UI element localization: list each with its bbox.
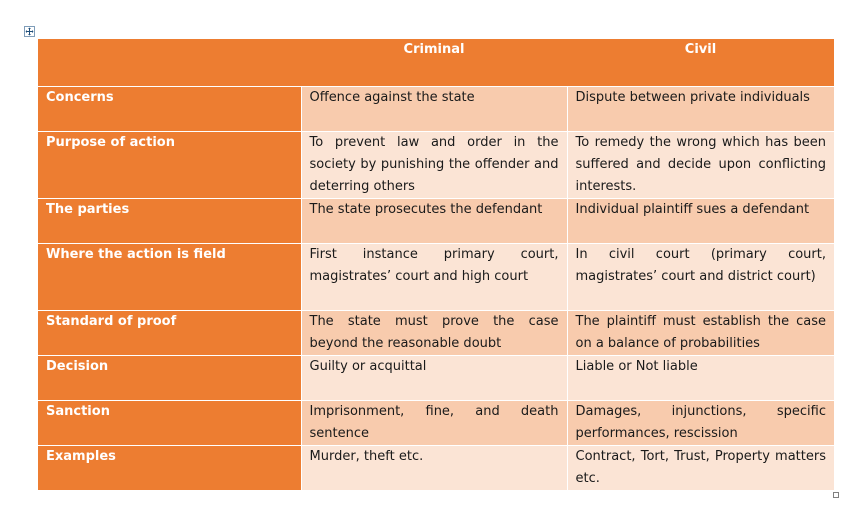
header-blank-cell	[38, 39, 301, 86]
criminal-cell: The state must prove the case beyond the reasonable doubt	[301, 310, 567, 355]
row-label: Purpose of action	[38, 131, 301, 198]
table-row	[38, 198, 834, 243]
table-row	[38, 445, 834, 490]
civil-cell: The plaintiff must establish the case on a balance of probabilities	[567, 310, 834, 355]
criminal-cell: Murder, theft etc.	[301, 445, 567, 490]
criminal-cell: To prevent law and order in the society by punishing the offender and deterring others	[301, 131, 567, 198]
table-row	[38, 86, 834, 131]
row-label: Concerns	[38, 86, 301, 131]
civil-cell: Liable or Not liable	[567, 355, 834, 400]
civil-cell: Damages, injunctions, specific performances, rescission	[567, 400, 834, 445]
criminal-cell: Guilty or acquittal	[301, 355, 567, 400]
criminal-cell: The state prosecutes the defendant	[301, 198, 567, 243]
table-row	[38, 243, 834, 310]
civil-cell: Individual plaintiff sues a defendant	[567, 198, 834, 243]
table-resize-handle-icon[interactable]	[833, 492, 839, 498]
table-row	[38, 310, 834, 355]
criminal-cell: Imprisonment, fine, and death sentence	[301, 400, 567, 445]
civil-cell: Dispute between private individuals	[567, 86, 834, 131]
row-label: Sanction	[38, 400, 301, 445]
civil-cell: In civil court (primary court, magistrates’ court and district court)	[567, 243, 834, 310]
row-label: Examples	[38, 445, 301, 490]
row-label: Standard of proof	[38, 310, 301, 355]
header-criminal: Criminal	[301, 39, 567, 86]
table-header-row	[38, 39, 834, 86]
comparison-table	[38, 39, 834, 490]
row-label: The parties	[38, 198, 301, 243]
criminal-cell: Offence against the state	[301, 86, 567, 131]
header-civil: Civil	[567, 39, 834, 86]
civil-cell: Contract, Tort, Trust, Property matters etc.	[567, 445, 834, 490]
row-label: Decision	[38, 355, 301, 400]
criminal-cell: First instance primary court, magistrates’ court and high court	[301, 243, 567, 310]
table-row	[38, 355, 834, 400]
table-row	[38, 131, 834, 198]
table-row	[38, 400, 834, 445]
civil-cell: To remedy the wrong which has been suffered and decide upon conflicting interests.	[567, 131, 834, 198]
table-move-handle-icon[interactable]	[24, 26, 35, 37]
row-label: Where the action is field	[38, 243, 301, 310]
